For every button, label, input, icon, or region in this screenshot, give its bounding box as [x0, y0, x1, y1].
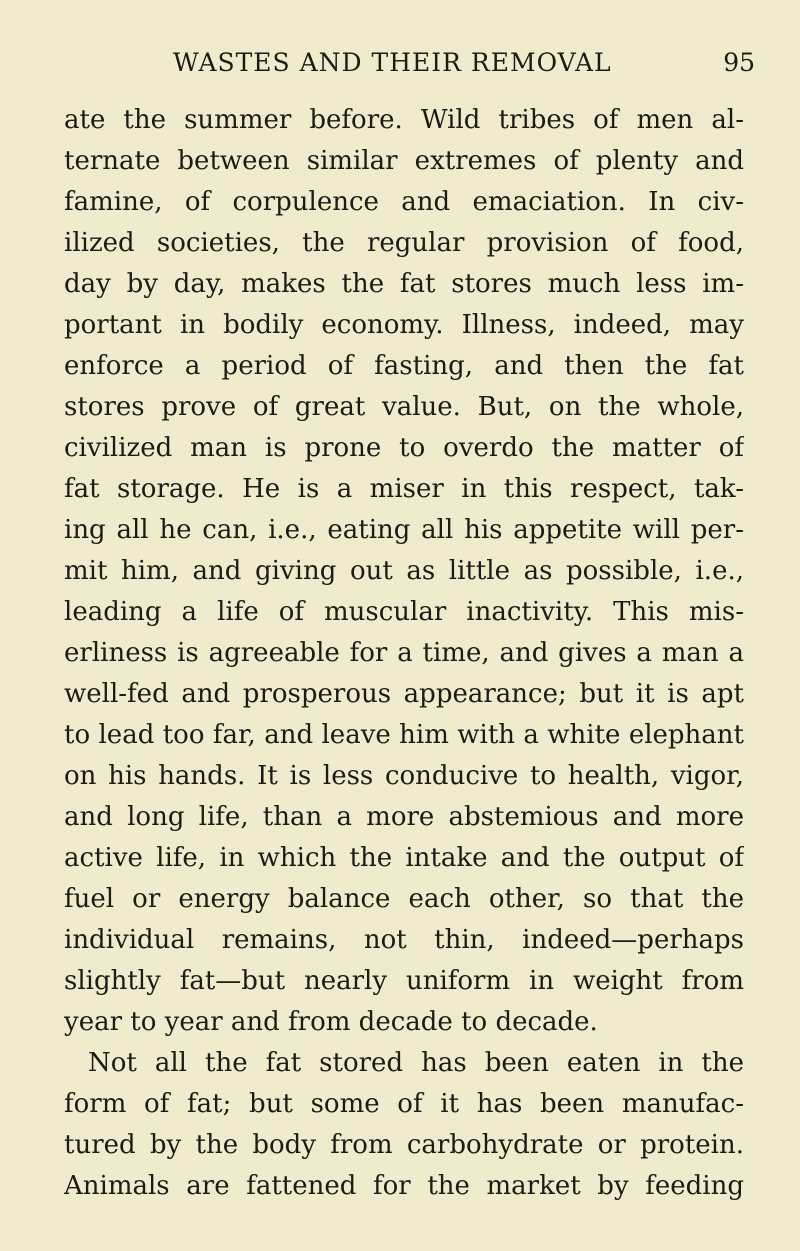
text-line: well-fed and prosperous appearance; but it is apt [64, 679, 744, 709]
text-line: ing all he can, i.e., eating all his appetite will per- [64, 515, 744, 545]
text-line: mit him, and giving out as little as possible, i.e., [64, 556, 744, 586]
text-line: portant in bodily economy. Illness, indeed, may [64, 310, 744, 340]
page-number: 95 [723, 48, 755, 77]
text-line: enforce a period of fasting, and then the fat [64, 351, 744, 381]
text-line: ternate between similar extremes of plenty and [64, 146, 744, 176]
text-line: famine, of corpulence and emaciation. In civ- [64, 187, 744, 217]
text-line: year to year and from decade to decade. [64, 1007, 598, 1037]
text-line: to lead too far, and leave him with a white elephant [64, 720, 744, 750]
text-line: slightly fat—but nearly uniform in weight from [64, 966, 744, 996]
text-line: individual remains, not thin, indeed—perhaps [64, 925, 744, 955]
text-line: tured by the body from carbohydrate or protein. [64, 1130, 744, 1160]
text-line: stores prove of great value. But, on the whole, [64, 392, 744, 422]
body-text [64, 100, 744, 1207]
text-line: Not all the fat stored has been eaten in the [88, 1048, 744, 1078]
text-line: fat storage. He is a miser in this respect, tak- [64, 474, 744, 504]
text-line: form of fat; but some of it has been manufac- [64, 1089, 744, 1119]
text-line: and long life, than a more abstemious and more [64, 802, 744, 832]
text-line: ilized societies, the regular provision of food, [64, 228, 744, 258]
text-line: leading a life of muscular inactivity. This mis- [64, 597, 744, 627]
text-line: Animals are fattened for the market by feeding [64, 1171, 744, 1201]
running-head [143, 48, 763, 88]
text-line: civilized man is prone to overdo the matter of [64, 433, 744, 463]
running-title: WASTES AND THEIR REMOVAL [173, 48, 612, 77]
text-line: on his hands. It is less conducive to health, vigor, [64, 761, 744, 791]
text-line: erliness is agreeable for a time, and gives a man a [64, 638, 744, 668]
text-line: ate the summer before. Wild tribes of men al- [64, 105, 744, 135]
text-line: fuel or energy balance each other, so that the [64, 884, 744, 914]
text-line: active life, in which the intake and the output of [64, 843, 744, 873]
text-line: day by day, makes the fat stores much less im- [64, 269, 744, 299]
